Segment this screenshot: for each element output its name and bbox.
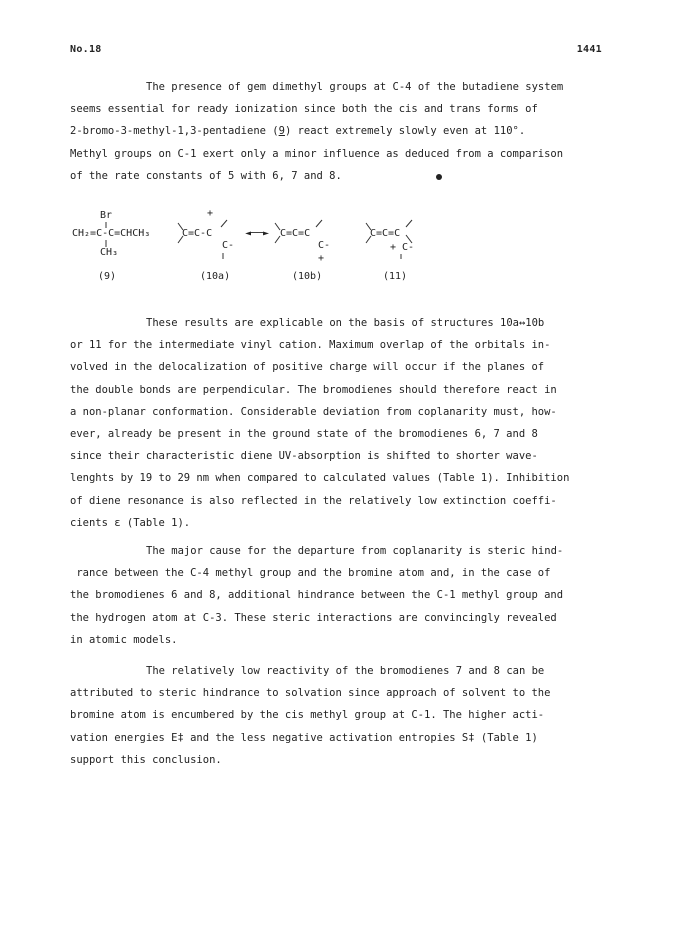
s9-label: (9) <box>98 271 117 282</box>
text-line: The relatively low reactivity of the bromodienes 7 and 8 can be <box>146 665 545 677</box>
s10a-label: (10a) <box>200 271 231 282</box>
s9-methyl: CH₃ <box>100 247 119 258</box>
s11-main: C=C=C <box>370 228 401 239</box>
text-line: the double bonds are perpendicular. The bromodienes should therefore react in <box>70 383 557 396</box>
journal-issue: No.18 <box>70 44 102 55</box>
text-line: These results are explicable on the basis of structures 10a↔10b <box>146 317 545 329</box>
s10b-plus: + <box>318 253 325 264</box>
s11-label: (11) <box>383 271 408 282</box>
text-line: The major cause for the departure from coplanarity is steric hind- <box>146 545 564 557</box>
page-number: 1441 <box>576 44 602 55</box>
text-line: ever, already be present in the ground state of the bromodienes 6, 7 and 8 <box>70 428 538 441</box>
text-line: vation energies E‡ and the less negative activation entropies S‡ (Table 1) <box>70 731 538 744</box>
paragraph-3 <box>70 540 615 651</box>
s9-br: Br <box>100 210 113 221</box>
s10a-plus: + <box>207 208 214 219</box>
s10a-main: C=C-C <box>182 228 213 239</box>
ink-dot <box>436 174 442 180</box>
text-line: 2-bromo-3-methyl-1,3-pentadiene (9) react extremely slowly even at 110°. <box>70 125 526 138</box>
s9-main: CH₂=C-C=CHCH₃ <box>72 228 151 239</box>
text-line: bromine atom is encumbered by the cis methyl group at C-1. The higher acti- <box>70 709 545 722</box>
compound-ref: 9 <box>278 125 285 138</box>
text-line: the hydrogen atom at C-3. These steric interactions are convincingly revealed <box>70 611 557 624</box>
paragraph-1 <box>70 76 615 187</box>
text-line: rance between the C-4 methyl group and the bromine atom and, in the case of <box>70 567 551 580</box>
text-line: in atomic models. <box>70 633 178 646</box>
paragraph-2 <box>70 312 615 534</box>
s10a-c: C- <box>222 240 235 251</box>
text-line: Methyl groups on C-1 exert only a minor influence as deduced from a comparison <box>70 147 564 160</box>
text-line: the bromodienes 6 and 8, additional hindrance between the C-1 methyl group and <box>70 589 564 602</box>
text-line: support this conclusion. <box>70 753 222 766</box>
text-line: or 11 for the intermediate vinyl cation. Maximum overlap of the orbitals in- <box>70 339 551 352</box>
s10b-c: C- <box>318 240 331 251</box>
text-line: volved in the delocalization of positive charge will occur if the planes of <box>70 361 545 374</box>
s10b-label: (10b) <box>292 271 323 282</box>
resonance-arrow: ◄──► <box>245 228 270 239</box>
text-line: since their characteristic diene UV-absorption is shifted to shorter wave- <box>70 450 538 463</box>
text-line: attributed to steric hindrance to solvation since approach of solvent to the <box>70 687 551 700</box>
text-line: a non-planar conformation. Considerable deviation from coplanarity must, how- <box>70 405 557 418</box>
text-line: lenghts by 19 to 29 nm when compared to calculated values (Table 1). Inhibition <box>70 472 570 485</box>
s11-c: + C- <box>390 242 415 253</box>
text-line: cients ε (Table 1). <box>70 516 191 529</box>
text-line: The presence of gem dimethyl groups at C-4 of the butadiene system <box>146 81 564 93</box>
text-line: seems essential for ready ionization since both the cis and trans forms of <box>70 103 538 116</box>
text-line: of the rate constants of 5 with 6, 7 and 8. <box>70 169 342 182</box>
text-line: of diene resonance is also reflected in the relatively low extinction coeffi- <box>70 494 557 507</box>
paragraph-4 <box>70 660 615 771</box>
s10b-main: C=C=C <box>280 228 311 239</box>
